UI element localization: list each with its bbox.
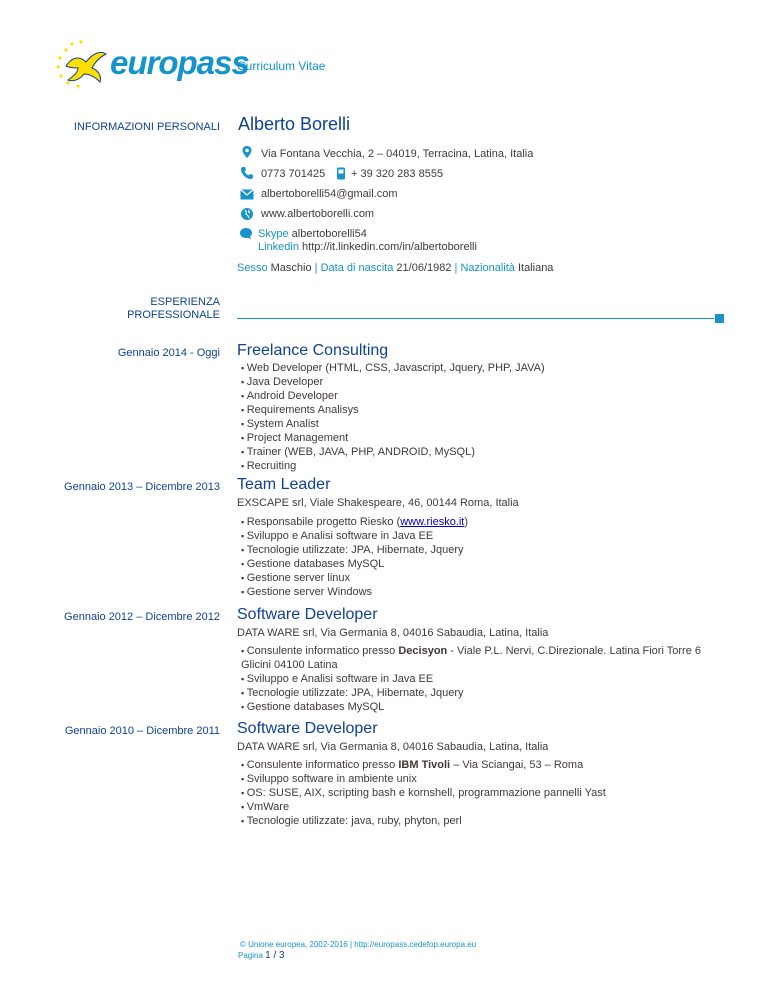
job-company: EXSCAPE srl, Viale Shakespeare, 46, 00144 Roma, Italia — [237, 497, 519, 509]
list-item: ▪ Responsabile progetto Riesko (www.riesko.it) — [241, 515, 468, 529]
job-company: DATA WARE srl, Via Germania 8, 04016 Sabaudia, Latina, Italia — [237, 741, 549, 753]
list-item: ▪ Tecnologie utilizzate: JPA, Hibernate, Jquery — [241, 686, 711, 700]
footer-page — [238, 950, 285, 961]
linkedin-value[interactable]: http://it.linkedin.com/in/albertoborelli — [302, 241, 477, 253]
job-bullets — [241, 644, 711, 714]
sex-label: Sesso — [237, 262, 268, 274]
list-item: ▪ Recruiting — [241, 459, 545, 473]
email-text[interactable]: albertoborelli54@gmail.com — [261, 188, 398, 200]
europass-logo-text: europass — [110, 44, 249, 81]
skype-line — [258, 228, 367, 240]
chat-bubble-icon — [239, 227, 253, 241]
skype-value: albertoborelli54 — [291, 228, 367, 240]
riesko-link[interactable]: www.riesko.it — [400, 516, 465, 528]
list-item: ▪ Project Management — [241, 431, 545, 445]
job-bullets — [241, 758, 606, 828]
nationality-value: Italiana — [517, 262, 554, 274]
personal-info-label: INFORMAZIONI PERSONALI — [73, 121, 220, 133]
separator: | — [454, 262, 458, 274]
personal-details-line — [237, 262, 553, 274]
list-item: ▪ Gestione server linux — [241, 571, 468, 585]
phone-icon — [240, 166, 254, 180]
job-period: Gennaio 2013 – Dicembre 2013 — [64, 481, 220, 493]
list-item: ▪ Gestione databases MySQL — [241, 700, 711, 714]
email-icon — [240, 189, 254, 200]
job-company: DATA WARE srl, Via Germania 8, 04016 Sabaudia, Latina, Italia — [237, 627, 549, 639]
list-item: ▪ Trainer (WEB, JAVA, PHP, ANDROID, MySQL) — [241, 445, 545, 459]
list-item: ▪ Requirements Analisys — [241, 403, 545, 417]
mobile-phone-icon — [335, 167, 347, 180]
location-pin-icon — [240, 145, 254, 159]
job-role: Team Leader — [237, 476, 331, 493]
list-item: ▪ OS: SUSE, AIX, scripting bash e kornshell, programmazione pannelli Yast — [241, 786, 606, 800]
birth-value: 21/06/1982 — [396, 262, 452, 274]
separator: | — [314, 262, 318, 274]
list-item: ▪ Android Developer — [241, 389, 545, 403]
address-text: Via Fontana Vecchia, 2 – 04019, Terracina, Latina, Italia — [261, 148, 534, 160]
section-divider-square — [715, 314, 724, 323]
page-label: Pagina — [238, 951, 263, 960]
experience-label-line2: PROFESSIONALE — [127, 309, 220, 321]
job-bullets — [241, 515, 468, 599]
linkedin-label: Linkedin — [258, 241, 299, 253]
skype-label: Skype — [258, 228, 289, 240]
phone-text: 0773 701425 — [261, 168, 326, 180]
list-item: ▪ Sviluppo e Analisi software in Java EE — [241, 529, 468, 543]
section-divider — [237, 318, 714, 319]
job-role: Freelance Consulting — [237, 342, 389, 359]
list-item: ▪ Web Developer (HTML, CSS, Javascript, Jquery, PHP, JAVA) — [241, 361, 545, 375]
list-item: ▪ VmWare — [241, 800, 606, 814]
list-item: ▪ Tecnologie utilizzate: JPA, Hibernate, Jquery — [241, 543, 468, 557]
sex-value: Maschio — [270, 262, 312, 274]
job-bullets — [241, 361, 545, 473]
website-text[interactable]: www.albertoborelli.com — [261, 208, 375, 220]
mobile-text: + 39 320 283 8555 — [351, 168, 444, 180]
birth-label: Data di nascita — [320, 262, 394, 274]
page-number: 1 / 3 — [265, 950, 285, 961]
job-period: Gennaio 2012 – Dicembre 2012 — [64, 611, 220, 623]
list-item: ▪ Tecnologie utilizzate: java, ruby, phyton, perl — [241, 814, 606, 828]
job-period: Gennaio 2010 – Dicembre 2011 — [64, 725, 220, 737]
person-name: Alberto Borelli — [238, 114, 351, 134]
list-item: ▪ Sviluppo software in ambiente unix — [241, 772, 606, 786]
list-item: ▪ Gestione server Windows — [241, 585, 468, 599]
job-role: Software Developer — [237, 720, 378, 737]
linkedin-line — [258, 241, 477, 253]
website-icon — [240, 207, 254, 221]
nationality-label: Nazionalità — [460, 262, 515, 274]
list-item: ▪ Java Developer — [241, 375, 545, 389]
list-item: ▪ Consulente informatico presso Decisyon - Viale P.L. Nervi, C.Direzionale. Latina Fiori Torre 6 Glicini 04100 Latina — [241, 644, 711, 672]
list-item: ▪ Gestione databases MySQL — [241, 557, 468, 571]
document-title: Curriculum Vitae — [237, 59, 326, 73]
list-item: ▪ Sviluppo e Analisi software in Java EE — [241, 672, 711, 686]
job-period: Gennaio 2014 - Oggi — [117, 347, 220, 359]
list-item: ▪ Consulente informatico presso IBM Tivoli – Via Sciangai, 53 – Roma — [241, 758, 606, 772]
experience-label-line1: ESPERIENZA — [150, 296, 220, 308]
job-role: Software Developer — [237, 606, 378, 623]
list-item: ▪ System Analist — [241, 417, 545, 431]
footer-copyright: © Unione europea, 2002-2016 | http://europass.cedefop.europa.eu — [240, 940, 477, 949]
